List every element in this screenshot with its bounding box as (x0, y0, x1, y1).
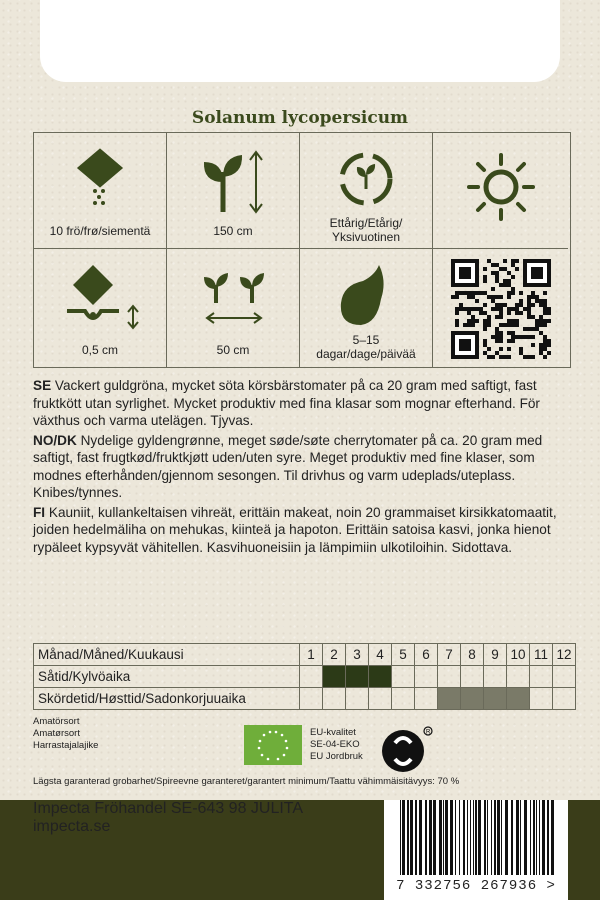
harv-cell-8 (461, 688, 484, 710)
month-10: 10 (507, 644, 530, 666)
month-8: 8 (461, 644, 484, 666)
barcode-number: 7 332756 267936 > (396, 878, 556, 894)
sow-cell-11 (530, 666, 553, 688)
icon-grid (33, 132, 571, 368)
cell-spacing (167, 249, 300, 367)
harv-cell-2 (323, 688, 346, 710)
month-2: 2 (323, 644, 346, 666)
cell-seeds (34, 133, 167, 249)
sowing-depth-icon (65, 263, 145, 333)
amateur-variety: Amatörsort Amatørsort Harrastajalajike (33, 716, 99, 751)
sun-icon (465, 151, 537, 223)
month-5: 5 (392, 644, 415, 666)
sow-cell-2 (323, 666, 346, 688)
sow-cell-7 (438, 666, 461, 688)
month-6: 6 (415, 644, 438, 666)
sow-cell-8 (461, 666, 484, 688)
cell-depth (34, 249, 167, 367)
hang-tab-hole (40, 0, 560, 82)
depth-label: 0,5 cm (81, 343, 118, 357)
green-dot-recycling-icon (381, 725, 433, 775)
eu-certification: EU-kvalitet SE-04-EKO EU Jordbruk (310, 727, 363, 762)
sow-cell-3 (346, 666, 369, 688)
latin-name: Solanum lycopersicum (191, 108, 409, 128)
cell-height (167, 133, 300, 249)
qr-code-icon[interactable] (451, 259, 551, 359)
harv-cell-3 (346, 688, 369, 710)
company-address: Impecta Fröhandel SE-643 98 JULITA impecta.se (33, 800, 304, 835)
height-label: 150 cm (213, 224, 253, 238)
harv-cell-4 (369, 688, 392, 710)
germination-guarantee: Lägsta garanterad grobarhet/Spireevne garanteret/garantert minimum/Taattu vähimmäisitävyys: 70 % (33, 776, 460, 787)
harv-cell-6 (415, 688, 438, 710)
seed-count-label: 10 frö/frø/siementä (49, 224, 151, 238)
sow-cell-9 (484, 666, 507, 688)
barcode (384, 800, 568, 900)
sow-cell-1 (300, 666, 323, 688)
month-header: Månad/Måned/Kuukausi (34, 644, 300, 666)
month-1: 1 (300, 644, 323, 666)
harv-cell-1 (300, 688, 323, 710)
harv-cell-10 (507, 688, 530, 710)
sow-cell-12 (553, 666, 576, 688)
harv-cell-12 (553, 688, 576, 710)
svg-text:R: R (426, 729, 431, 736)
month-11: 11 (530, 644, 553, 666)
barcode-icon (398, 800, 554, 875)
spacing-label: 50 cm (216, 343, 250, 357)
website-link[interactable]: impecta.se (33, 818, 111, 835)
sow-cell-4 (369, 666, 392, 688)
sow-cell-6 (415, 666, 438, 688)
sowing-calendar (33, 643, 576, 710)
germination-label: 5–15 dagar/dage/päivää (316, 333, 416, 361)
seed-packet-icon (65, 147, 135, 207)
month-7: 7 (438, 644, 461, 666)
month-3: 3 (346, 644, 369, 666)
harv-cell-11 (530, 688, 553, 710)
cell-cycle (300, 133, 433, 249)
month-9: 9 (484, 644, 507, 666)
harv-cell-5 (392, 688, 415, 710)
plant-spacing-icon (198, 263, 270, 333)
sow-cell-10 (507, 666, 530, 688)
desc-se: SE Vackert guldgröna, mycket söta körsbärstomater på ca 20 gram med saftigt, fast fruktkött utan syrlighet. Mycket produktiv med fina klasar som mognar efterhand. För växthus och varma utelägen. Tjyvas. (33, 378, 540, 428)
month-4: 4 (369, 644, 392, 666)
eu-organic-leaf-icon (244, 725, 302, 765)
harv-cell-7 (438, 688, 461, 710)
desc-nodk: NO/DK Nydelige gyldengrønne, meget søde/søte cherrytomater på ca. 20 gram med saftigt, fast frugtkød/fruktkjøtt uden/uten syre. Meget produktiv med fine klaser, som modnes efterhånden/gjennom sesongen. Til drivhus og varm udeplads/uteplass. Knibes/tynnes. (33, 432, 543, 500)
desc-fi: FI Kauniit, kullankeltaisen vihreät, erittäin makeat, noin 20 grammaiset kirsikkatomaatit, joiden hedelmäliha on mehukas, kiinteä ja hapoton. Erittäin satoisa kasvi, jonka hienot rypäleet kypsyvät vähitellen. Kasvihuoneisiin ja lämpimiin ulkotiloihin. Sidottava. (33, 504, 557, 555)
sow-label: Såtid/Kylvöaika (34, 666, 300, 688)
plant-height-icon (198, 147, 268, 217)
annual-cycle-icon (331, 147, 401, 212)
harvest-label: Skördetid/Høsttid/Sadonkorjuuaika (34, 688, 300, 710)
cell-sun (433, 133, 568, 249)
cell-qr (433, 249, 568, 367)
description-block (33, 377, 573, 558)
month-12: 12 (553, 644, 576, 666)
sow-cell-5 (392, 666, 415, 688)
cycle-label: Ettårig/Etårig/ Yksivuotinen (329, 216, 403, 244)
germination-icon (331, 263, 401, 328)
harv-cell-9 (484, 688, 507, 710)
cell-germination (300, 249, 433, 367)
